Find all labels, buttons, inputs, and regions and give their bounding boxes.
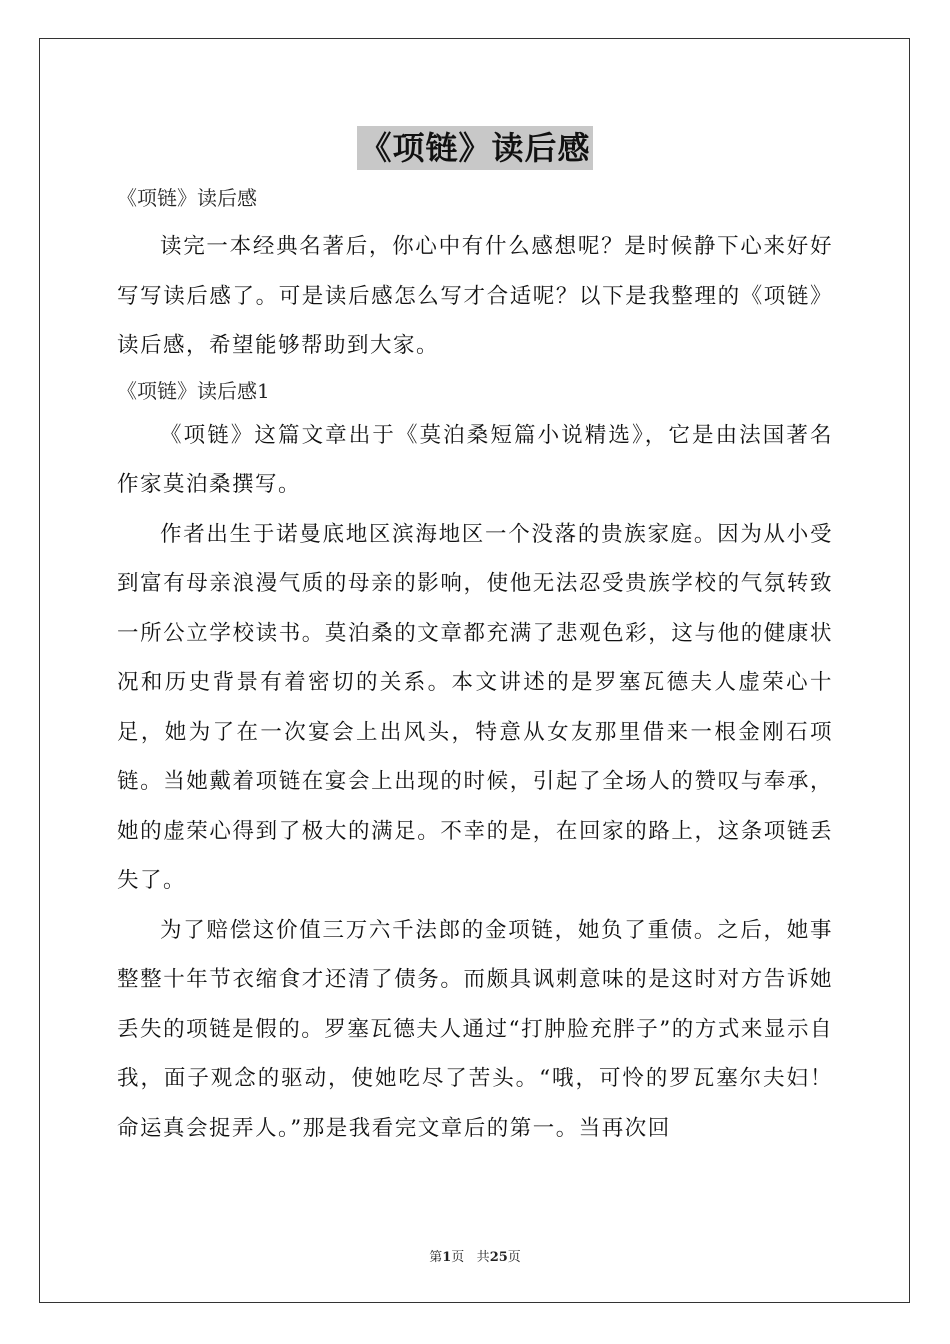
footer-total-suffix: 页 xyxy=(507,1250,521,1265)
footer-separator xyxy=(464,1250,476,1265)
title-container xyxy=(0,126,950,170)
footer-prefix: 第 xyxy=(429,1250,443,1265)
body-paragraph-1: 《项链》这篇文章出于《莫泊桑短篇小说精选》，它是由法国著名作家莫泊桑撰写。 xyxy=(117,422,833,497)
section-heading: 《项链》读后感1 xyxy=(117,378,270,403)
intro-paragraph: 读完一本经典名著后，你心中有什么感想呢？是时候静下心来好好写写读后感了。可是读后感怎么写才合适呢？以下是我整理的《项链》读后感，希望能够帮助到大家。 xyxy=(117,234,833,358)
document-body xyxy=(117,178,833,1153)
footer-total-prefix: 共 xyxy=(476,1250,490,1265)
page-footer xyxy=(0,1246,950,1265)
document-subtitle: 《项链》读后感 xyxy=(117,186,257,210)
footer-page-suffix: 页 xyxy=(451,1250,465,1265)
body-paragraph-3: 为了赔偿这价值三万六千法郎的金项链，她负了重债。之后，她事整整十年节衣缩食才还清了债务。而颇具讽刺意味的是这时对方告诉她丢失的项链是假的。罗塞瓦德夫人通过“打肿脸充胖子”的方式来显示自我，面子观念的驱动，使她吃尽了苦头。“哦，可怜的罗瓦塞尔夫妇！命运真会捉弄人。”那是我看完文章后的第一。当再次回 xyxy=(117,917,833,1141)
body-paragraph-2: 作者出生于诺曼底地区滨海地区一个没落的贵族家庭。因为从小受到富有母亲浪漫气质的母亲的影响，使他无法忍受贵族学校的气氛转致一所公立学校读书。莫泊桑的文章都充满了悲观色彩，这与他的健康状况和历史背景有着密切的关系。本文讲述的是罗塞瓦德夫人虚荣心十足，她为了在一次宴会上出风头，特意从女友那里借来一根金刚石项链。当她戴着项链在宴会上出现的时候，引起了全场人的赞叹与奉承，她的虚荣心得到了极大的满足。不幸的是，在回家的路上，这条项链丢失了。 xyxy=(117,521,833,893)
footer-total-pages: 25 xyxy=(489,1250,508,1265)
footer-page-number: 1 xyxy=(442,1250,452,1265)
document-title: 《项链》读后感 xyxy=(357,126,592,170)
